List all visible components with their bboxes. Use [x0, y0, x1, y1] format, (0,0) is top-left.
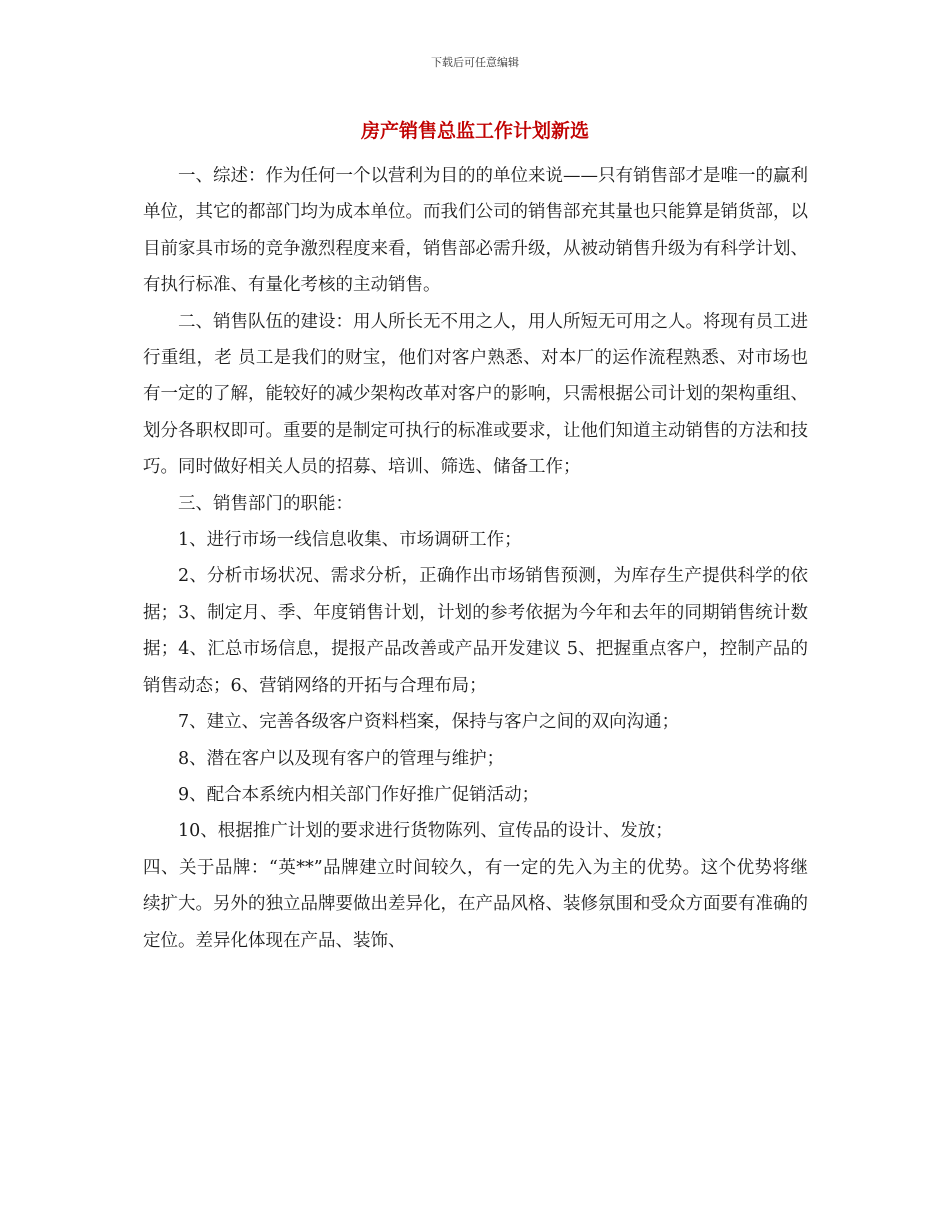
document-body [143, 158, 808, 959]
paragraph-item-10: 10、根据推广计划的要求进行货物陈列、宣传品的设计、发放； [178, 821, 673, 842]
paragraph-department-functions: 三、销售部门的职能： [178, 493, 353, 514]
document-title: 房产销售总监工作计划新选 [360, 120, 589, 142]
paragraph-item-7: 7、建立、完善各级客户资料档案，保持与客户之间的双向沟通； [178, 712, 680, 733]
paragraph-sales-team: 二、销售队伍的建设：用人所长无不用之人，用人所短无可用之人。将现有员工进行重组，老 员工是我们的财宝，他们对客户熟悉、对本厂的运作流程熟悉、对市场也有一定的了解，能较好的减少架构改革对客户的影响，只需根据公司计划的架构重组、划分各职权即可。重要的是制定可执行的标准或要求，让他们知道主动销售的方法和技巧。同时做好相关人员的招募、培训、筛选、储备工作； [143, 311, 808, 478]
page-header-note: 下载后可任意编辑 [431, 56, 519, 69]
paragraph-item-1: 1、进行市场一线信息收集、市场调研工作； [178, 530, 522, 551]
paragraph-item-8: 8、潜在客户以及现有客户的管理与维护； [178, 748, 505, 769]
paragraph-brand: 四、关于品牌：“英**”品牌建立时间较久，有一定的先入为主的优势。这个优势将继续扩大。另外的独立品牌要做出差异化，在产品风格、装修氛围和受众方面要有准确的定位。差异化体现在产品、装饰、 [143, 857, 808, 951]
paragraph-item-2-6: 2、分析市场状况、需求分析，正确作出市场销售预测，为库存生产提供科学的依据；3、制定月、季、年度销售计划，计划的参考依据为今年和去年的同期销售统计数据；4、汇总市场信息，提报产品改善或产品开发建议 5、把握重点客户，控制产品的销售动态；6、营销网络的开拓与合理布局； [143, 566, 808, 696]
paragraph-item-9: 9、配合本系统内相关部门作好推广促销活动； [178, 784, 540, 805]
paragraph-overview: 一、综述：作为任何一个以营利为目的的单位来说——只有销售部才是唯一的赢利单位，其它的都部门均为成本单位。而我们公司的销售部充其量也只能算是销货部，以目前家具市场的竞争激烈程度来看，销售部必需升级，从被动销售升级为有科学计划、有执行标准、有量化考核的主动销售。 [143, 166, 808, 296]
